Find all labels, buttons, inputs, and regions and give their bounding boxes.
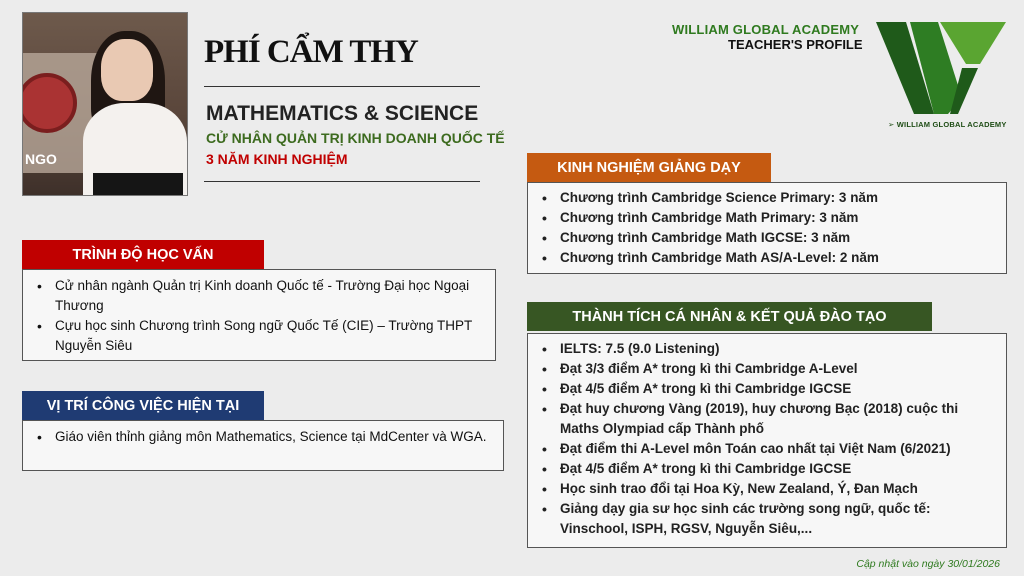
list-item: • Đạt điểm thi A-Level môn Toán cao nhất tại Việt Nam (6/2021)	[538, 439, 996, 459]
education-list	[23, 270, 495, 362]
logo-stroke-3	[940, 22, 1006, 64]
name-divider	[204, 86, 480, 87]
list-item: • Đạt 4/5 điểm A* trong kì thi Cambridge IGCSE	[538, 459, 996, 479]
photo-sign-text: NGO	[25, 151, 57, 167]
list-item: • Chương trình Cambridge Math IGCSE: 3 năm	[538, 228, 996, 248]
academy-logo	[870, 18, 1010, 118]
list-item: • Cựu học sinh Chương trình Song ngữ Quốc Tế (CIE) – Trường THPT Nguyễn Siêu	[33, 316, 485, 356]
profile-divider	[204, 181, 480, 182]
education-box	[22, 269, 496, 361]
achievements-box	[527, 333, 1007, 548]
last-updated-note: Cập nhật vào ngày 30/01/2026	[856, 558, 1000, 570]
photo-skirt	[93, 173, 183, 196]
list-item: • Chương trình Cambridge Science Primary: 3 năm	[538, 188, 996, 208]
teacher-photo	[22, 12, 188, 196]
current-position-header: VỊ TRÍ CÔNG VIỆC HIỆN TẠI	[22, 391, 264, 420]
list-item: • Giảng dạy gia sư học sinh các trường song ngữ, quốc tế: Vinschool, ISPH, RGSV, Nguyễn Siêu,...	[538, 499, 996, 539]
list-item: • IELTS: 7.5 (9.0 Listening)	[538, 339, 996, 359]
teacher-name: PHÍ CẨM THY	[204, 34, 418, 70]
list-item: • Đạt 3/3 điểm A* trong kì thi Cambridge A-Level	[538, 359, 996, 379]
photo-face	[101, 39, 153, 101]
teacher-degree: CỬ NHÂN QUẢN TRỊ KINH DOANH QUỐC TẾ	[206, 130, 505, 146]
profile-subtitle: TEACHER'S PROFILE	[728, 37, 863, 52]
list-item: • Đạt huy chương Vàng (2019), huy chương Bạc (2018) cuộc thi Maths Olympiad cấp Thành phố	[538, 399, 996, 439]
list-item: • Chương trình Cambridge Math AS/A-Level: 2 năm	[538, 248, 996, 268]
teaching-experience-header: KINH NGHIỆM GIẢNG DẠY	[527, 153, 771, 182]
achievements-list	[528, 334, 1006, 545]
list-item: • Cử nhân ngành Quản trị Kinh doanh Quốc tế - Trường Đại học Ngoại Thương	[33, 276, 485, 316]
teaching-experience-list	[528, 183, 1006, 274]
teacher-experience-years: 3 NĂM KINH NGHIỆM	[206, 151, 348, 167]
logo-tagline: ➢ WILLIAM GLOBAL ACADEMY	[888, 120, 1007, 129]
education-header: TRÌNH ĐỘ HỌC VẤN	[22, 240, 264, 269]
teacher-subject: MATHEMATICS & SCIENCE	[206, 102, 479, 125]
academy-name: WILLIAM GLOBAL ACADEMY	[672, 22, 860, 37]
teaching-experience-box	[527, 182, 1007, 274]
list-item: • Chương trình Cambridge Math Primary: 3 năm	[538, 208, 996, 228]
list-item: • Giáo viên thỉnh giảng môn Mathematics, Science tại MdCenter và WGA.	[33, 427, 493, 447]
list-item: • Học sinh trao đổi tại Hoa Kỳ, New Zealand, Ý, Đan Mạch	[538, 479, 996, 499]
current-position-list	[23, 421, 503, 453]
achievements-header: THÀNH TÍCH CÁ NHÂN & KẾT QUẢ ĐÀO TẠO	[527, 302, 932, 331]
list-item: • Đạt 4/5 điểm A* trong kì thi Cambridge IGCSE	[538, 379, 996, 399]
current-position-box	[22, 420, 504, 471]
